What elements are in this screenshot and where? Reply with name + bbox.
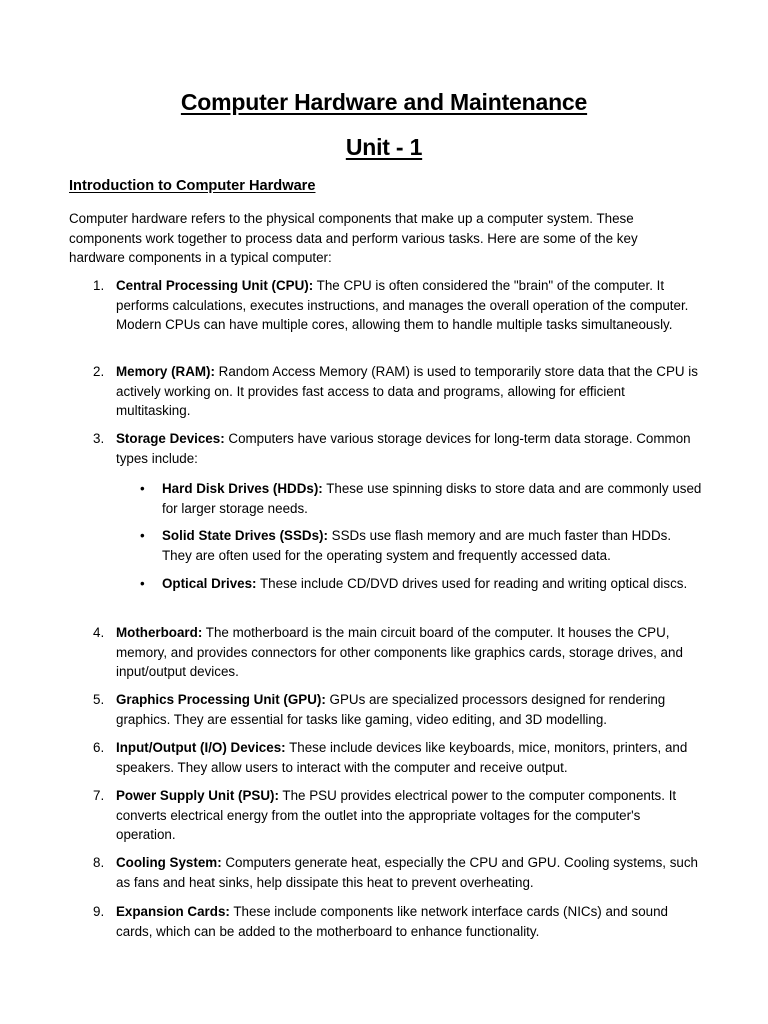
list-item-term: Memory (RAM): bbox=[116, 364, 215, 379]
unit-title: Unit - 1 bbox=[345, 134, 423, 160]
list-number: 9. bbox=[93, 904, 105, 919]
bullet-item-hdd bbox=[140, 479, 702, 518]
list-number: 2. bbox=[93, 364, 105, 379]
list-item-psu bbox=[93, 786, 698, 845]
list-item-text: The CPU is often considered the "brain" of the computer. It performs calculations, executes instructions, and manages the overall operation of the computer. Modern CPUs can have multiple cores, allowing them to handle multiple tasks simultaneously. bbox=[116, 278, 689, 332]
bullet-item-term: Optical Drives: bbox=[162, 576, 257, 591]
list-item-term: Motherboard: bbox=[116, 625, 203, 640]
list-item-text: The motherboard is the main circuit board of the computer. It houses the CPU, memory, and provides connectors for other components like graphics cards, storage drives, and input/output devices. bbox=[116, 625, 683, 679]
list-number: 5. bbox=[93, 692, 105, 707]
list-item-gpu bbox=[93, 690, 698, 729]
bullet-item-text: These include CD/DVD drives used for reading and writing optical discs. bbox=[256, 576, 688, 591]
list-item-term: Expansion Cards: bbox=[116, 904, 230, 919]
list-number: 3. bbox=[93, 431, 105, 446]
list-number: 8. bbox=[93, 855, 105, 870]
bullet-item-ssd bbox=[140, 526, 702, 565]
list-item-text: Random Access Memory (RAM) is used to temporarily store data that the CPU is actively working on. It provides fast access to data and programs, allowing for efficient multitasking. bbox=[116, 364, 698, 418]
list-number: 1. bbox=[93, 278, 105, 293]
bullet-item-text: These use spinning disks to store data and are commonly used for larger storage needs. bbox=[162, 481, 702, 516]
intro-paragraph: Computer hardware refers to the physical components that make up a computer system. These components work together to process data and perform various tasks. Here are some of the key hardware components in a typical computer: bbox=[69, 211, 638, 265]
list-item-storage bbox=[93, 429, 698, 468]
bullet-marker: • bbox=[140, 481, 145, 496]
bullet-marker: • bbox=[140, 576, 145, 591]
bullet-item-term: Solid State Drives (SSDs): bbox=[162, 528, 328, 543]
bullet-item-term: Hard Disk Drives (HDDs): bbox=[162, 481, 323, 496]
list-number: 6. bbox=[93, 740, 105, 755]
bullet-item-text: SSDs use flash memory and are much faster than HDDs. They are often used for the operating system and frequently accessed data. bbox=[162, 528, 672, 563]
list-item-term: Input/Output (I/O) Devices: bbox=[116, 740, 286, 755]
bullet-marker: • bbox=[140, 528, 145, 543]
list-item-text: These include components like network interface cards (NICs) and sound cards, which can be added to the motherboard to enhance functionality. bbox=[116, 904, 669, 939]
list-item-text: These include devices like keyboards, mice, monitors, printers, and speakers. They allow users to interact with the computer and receive output. bbox=[116, 740, 688, 775]
list-item-term: Storage Devices: bbox=[116, 431, 225, 446]
list-item-ram bbox=[93, 362, 698, 421]
list-item-term: Power Supply Unit (PSU): bbox=[116, 788, 279, 803]
list-item-term: Graphics Processing Unit (GPU): bbox=[116, 692, 326, 707]
list-item-text: Computers generate heat, especially the CPU and GPU. Cooling systems, such as fans and heat sinks, help dissipate this heat to prevent overheating. bbox=[116, 855, 698, 890]
list-item-text: Computers have various storage devices for long-term data storage. Common types include: bbox=[116, 431, 691, 466]
list-number: 4. bbox=[93, 625, 105, 640]
list-number: 7. bbox=[93, 788, 105, 803]
list-item-cooling bbox=[93, 853, 698, 892]
list-item-text: The PSU provides electrical power to the computer components. It converts electrical energy from the outlet into the appropriate voltages for the computer's operation. bbox=[116, 788, 677, 842]
list-item-cpu bbox=[93, 276, 698, 335]
section-heading: Introduction to Computer Hardware bbox=[69, 178, 316, 194]
document-title: Computer Hardware and Maintenance bbox=[180, 89, 588, 115]
list-item-term: Cooling System: bbox=[116, 855, 222, 870]
list-item-motherboard bbox=[93, 623, 698, 682]
list-item-term: Central Processing Unit (CPU): bbox=[116, 278, 314, 293]
bullet-item-optical bbox=[140, 574, 702, 594]
list-item-io-devices bbox=[93, 738, 698, 777]
list-item-expansion-cards bbox=[93, 902, 698, 941]
list-item-text: GPUs are specialized processors designed for rendering graphics. They are essential for tasks like gaming, video editing, and 3D modelling. bbox=[116, 692, 666, 727]
